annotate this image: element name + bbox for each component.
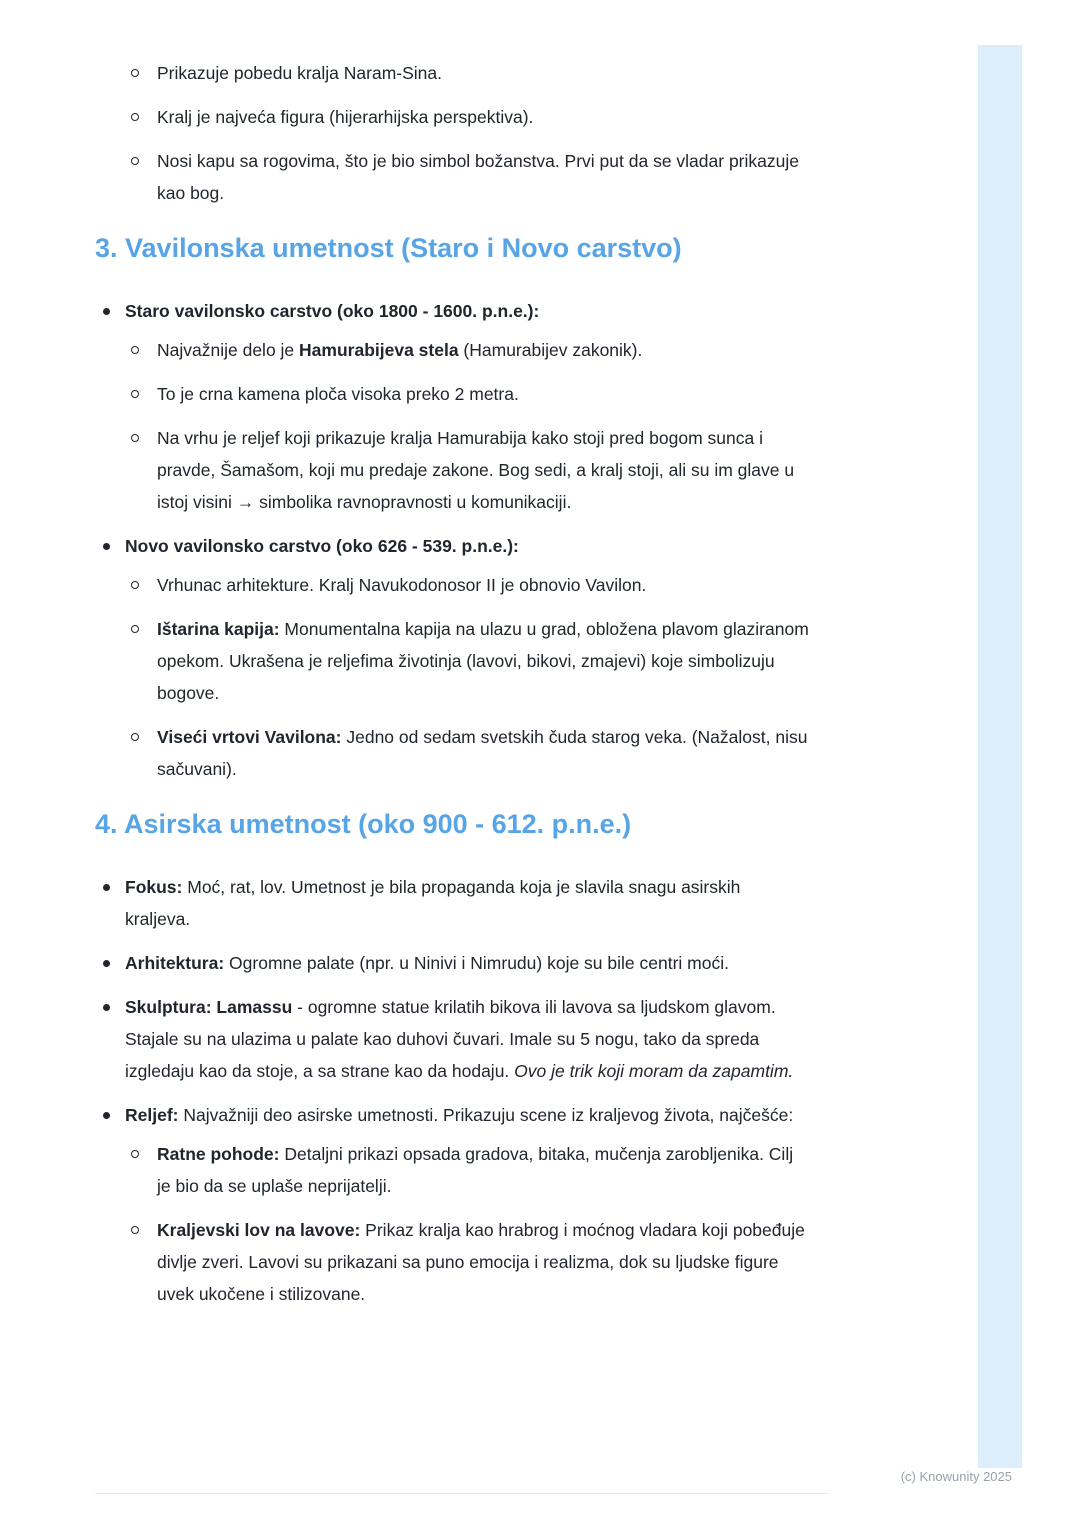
circle-bullet-icon bbox=[131, 581, 139, 589]
bullet-text: Staro vavilonsko carstvo (oko 1800 - 1600. p.n.e.): bbox=[125, 301, 540, 321]
bullet-text: Na vrhu je reljef koji prikazuje kralja Hamurabija kako stoji pred bogom sunca i pravde, Šamašom, koji mu predaje zakone. Bog sedi, a kralj stoji, ali su im glave u istoj visini → simbolika ravnopravnosti u komunikaciji. bbox=[157, 428, 795, 512]
bullet-text: Ištarina kapija: Monumentalna kapija na ulazu u grad, obložena plavom glaziranom opekom. Ukrašena je reljefima životinja (lavovi, bikovi, zmajevi) koje simbolizuju bogove. bbox=[157, 619, 809, 703]
bullet-text: Reljef: Najvažniji deo asirske umetnosti. Prikazuju scene iz kraljevog života, najčešće: bbox=[125, 1105, 794, 1125]
list-item bbox=[95, 378, 810, 410]
list-item bbox=[95, 613, 810, 709]
circle-bullet-icon bbox=[131, 69, 139, 77]
bullet-text: Vrhunac arhitekture. Kralj Navukodonosor II je obnovio Vavilon. bbox=[157, 575, 647, 595]
page-margin-strip bbox=[978, 45, 1022, 1468]
section-heading: 4. Asirska umetnost (oko 900 - 612. p.n.e.) bbox=[95, 809, 632, 839]
bullet-text: Ratne pohode: Detaljni prikazi opsada gradova, bitaka, mučenja zarobljenika. Cilj je bio da se uplaše neprijatelji. bbox=[157, 1144, 794, 1196]
bullet-group bbox=[95, 295, 810, 518]
dot-bullet-icon bbox=[103, 1112, 110, 1119]
page-content bbox=[95, 57, 810, 1322]
bullet-text: Arhitektura: Ogromne palate (npr. u Ninivi i Nimrudu) koje su bile centri moći. bbox=[125, 953, 729, 973]
list-item bbox=[95, 530, 810, 562]
sub-bullet-list bbox=[95, 1138, 810, 1310]
intro-bullet-list bbox=[95, 57, 810, 209]
circle-bullet-icon bbox=[131, 1226, 139, 1234]
bullet-group bbox=[95, 530, 810, 785]
watermark: (c) Knowunity 2025 bbox=[900, 1469, 1012, 1484]
bullet-group bbox=[95, 991, 810, 1087]
list-item bbox=[95, 1214, 810, 1310]
list-item bbox=[95, 721, 810, 785]
bullet-group bbox=[95, 947, 810, 979]
section-heading: 3. Vavilonska umetnost (Staro i Novo carstvo) bbox=[95, 233, 682, 263]
sub-bullet-list bbox=[95, 334, 810, 518]
circle-bullet-icon bbox=[131, 390, 139, 398]
bullet-text: Kralj je najveća figura (hijerarhijska perspektiva). bbox=[157, 107, 534, 127]
list-item bbox=[95, 871, 810, 935]
circle-bullet-icon bbox=[131, 625, 139, 633]
sub-bullet-list bbox=[95, 569, 810, 785]
list-item bbox=[95, 334, 810, 366]
list-item bbox=[95, 991, 810, 1087]
list-item bbox=[95, 57, 810, 89]
bullet-group bbox=[95, 871, 810, 935]
circle-bullet-icon bbox=[131, 434, 139, 442]
bullet-text: Fokus: Moć, rat, lov. Umetnost je bila propaganda koja je slavila snagu asirskih kraljeva. bbox=[125, 877, 741, 929]
list-item bbox=[95, 1138, 810, 1202]
circle-bullet-icon bbox=[131, 346, 139, 354]
bullet-text: To je crna kamena ploča visoka preko 2 metra. bbox=[157, 384, 519, 404]
bullet-text: Kraljevski lov na lavove: Prikaz kralja kao hrabrog i moćnog vladara koji pobeđuje divlje zveri. Lavovi su prikazani sa puno emocija i realizma, dok su ljudske figure uvek ukočene i stilizovane. bbox=[157, 1220, 805, 1304]
list-item bbox=[95, 101, 810, 133]
dot-bullet-icon bbox=[103, 1004, 110, 1011]
circle-bullet-icon bbox=[131, 113, 139, 121]
list-item bbox=[95, 422, 810, 518]
list-item bbox=[95, 295, 810, 327]
bottom-divider bbox=[95, 1493, 828, 1494]
circle-bullet-icon bbox=[131, 733, 139, 741]
dot-bullet-icon bbox=[103, 960, 110, 967]
circle-bullet-icon bbox=[131, 157, 139, 165]
list-item bbox=[95, 569, 810, 601]
list-item bbox=[95, 1099, 810, 1131]
circle-bullet-icon bbox=[131, 1150, 139, 1158]
bullet-text: Najvažnije delo je Hamurabijeva stela (Hamurabijev zakonik). bbox=[157, 340, 643, 360]
bullet-group bbox=[95, 1099, 810, 1310]
bullet-text: Nosi kapu sa rogovima, što je bio simbol božanstva. Prvi put da se vladar prikazuje kao bog. bbox=[157, 151, 799, 203]
bullet-text: Prikazuje pobedu kralja Naram-Sina. bbox=[157, 63, 442, 83]
bullet-text: Skulptura: Lamassu - ogromne statue krilatih bikova ili lavova sa ljudskom glavom. Stajale su na ulazima u palate kao duhovi čuvari. Imale su 5 nogu, tako da spreda izgledaju kao da stoje, a sa strane kao da hodaju. Ovo je trik koji moram da zapamtim. bbox=[125, 997, 794, 1081]
dot-bullet-icon bbox=[103, 308, 110, 315]
dot-bullet-icon bbox=[103, 543, 110, 550]
bullet-text: Novo vavilonsko carstvo (oko 626 - 539. p.n.e.): bbox=[125, 536, 519, 556]
bullet-text: Viseći vrtovi Vavilona: Jedno od sedam svetskih čuda starog veka. (Nažalost, nisu sačuvani). bbox=[157, 727, 808, 779]
list-item bbox=[95, 145, 810, 209]
list-item bbox=[95, 947, 810, 979]
dot-bullet-icon bbox=[103, 884, 110, 891]
